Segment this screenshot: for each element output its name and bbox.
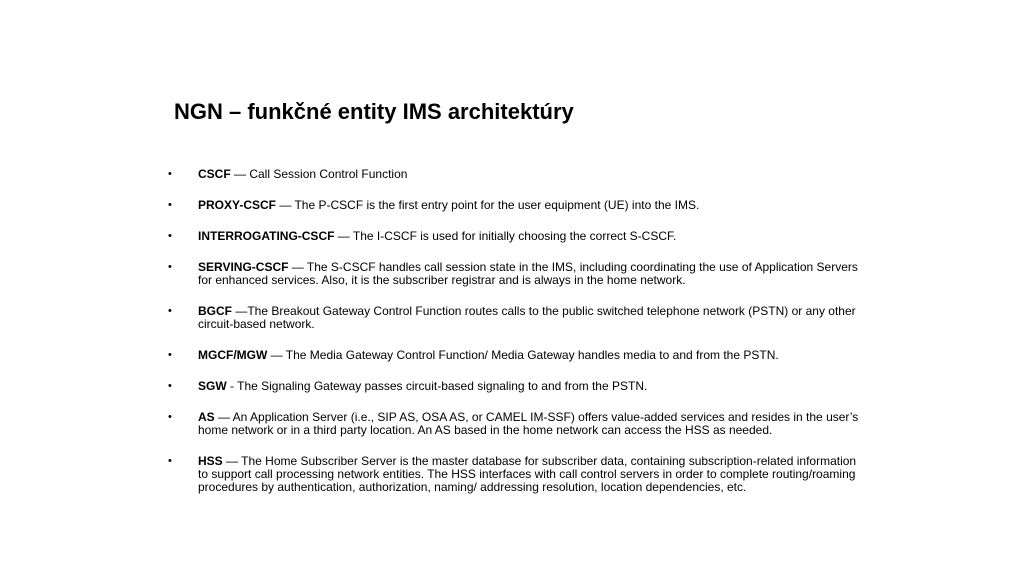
bullet-dot: • [168,168,172,180]
bullet-text: — The Media Gateway Control Function/ Media Gateway handles media to and from the PSTN. [267,348,779,362]
bullet-item-serving-cscf [168,261,868,287]
bullet-text: — The I-CSCF is used for initially choosing the correct S-CSCF. [334,229,677,243]
bullet-dot: • [168,230,172,242]
bullet-item-bgcf [168,305,868,331]
bullet-dot: • [168,199,172,211]
bullet-item-as [168,411,868,437]
bullet-term: MGCF/MGW [198,348,268,362]
bullet-text: — The P-CSCF is the first entry point for the user equipment (UE) into the IMS. [276,198,700,212]
bullet-text: — The Home Subscriber Server is the master database for subscriber data, containing subscription-related information to support call processing network entities. The HSS interfaces with call control servers in order to complete routing/roaming procedures by authentication, authorization, naming/ addressing resolution, location dependencies, etc. [198,454,857,494]
bullet-text: —The Breakout Gateway Control Function routes calls to the public switched telephone network (PSTN) or any other circuit-based network. [198,304,856,331]
bullet-term: PROXY-CSCF [198,198,277,212]
bullet-item-hss [168,455,868,494]
bullet-text: — Call Session Control Function [230,167,408,181]
bullet-term: INTERROGATING-CSCF [198,229,335,243]
bullet-item-cscf [168,168,868,181]
bullet-item-mgcf-mgw [168,349,868,362]
bullet-dot: • [168,349,172,361]
bullet-dot: • [168,411,172,423]
bullet-text: — An Application Server (i.e., SIP AS, OSA AS, or CAMEL IM-SSF) offers value-added services and resides in the user’s home network or in a third party location. An AS based in the home network can access the HSS as needed. [198,410,859,437]
bullet-item-interrogating-cscf [168,230,868,243]
bullet-text: - The Signaling Gateway passes circuit-based signaling to and from the PSTN. [226,379,648,393]
bullet-term: AS [198,410,215,424]
bullet-item-proxy-cscf [168,199,868,212]
bullet-item-sgw [168,380,868,393]
bullet-term: BGCF [198,304,232,318]
bullet-term: CSCF [198,167,231,181]
bullet-term: SGW [198,379,227,393]
bullet-dot: • [168,261,172,273]
bullet-term: HSS [198,454,223,468]
bullet-term: SERVING-CSCF [198,260,289,274]
bullet-dot: • [168,380,172,392]
slide-title: NGN – funkčné entity IMS architektúry [174,99,574,124]
bullet-dot: • [168,455,172,467]
bullet-list [168,168,868,512]
bullet-text: — The S-CSCF handles call session state in the IMS, including coordinating the use of Application Servers for enhanced services. Also, it is the subscriber registrar and is always in the home network. [198,260,858,287]
bullet-dot: • [168,305,172,317]
